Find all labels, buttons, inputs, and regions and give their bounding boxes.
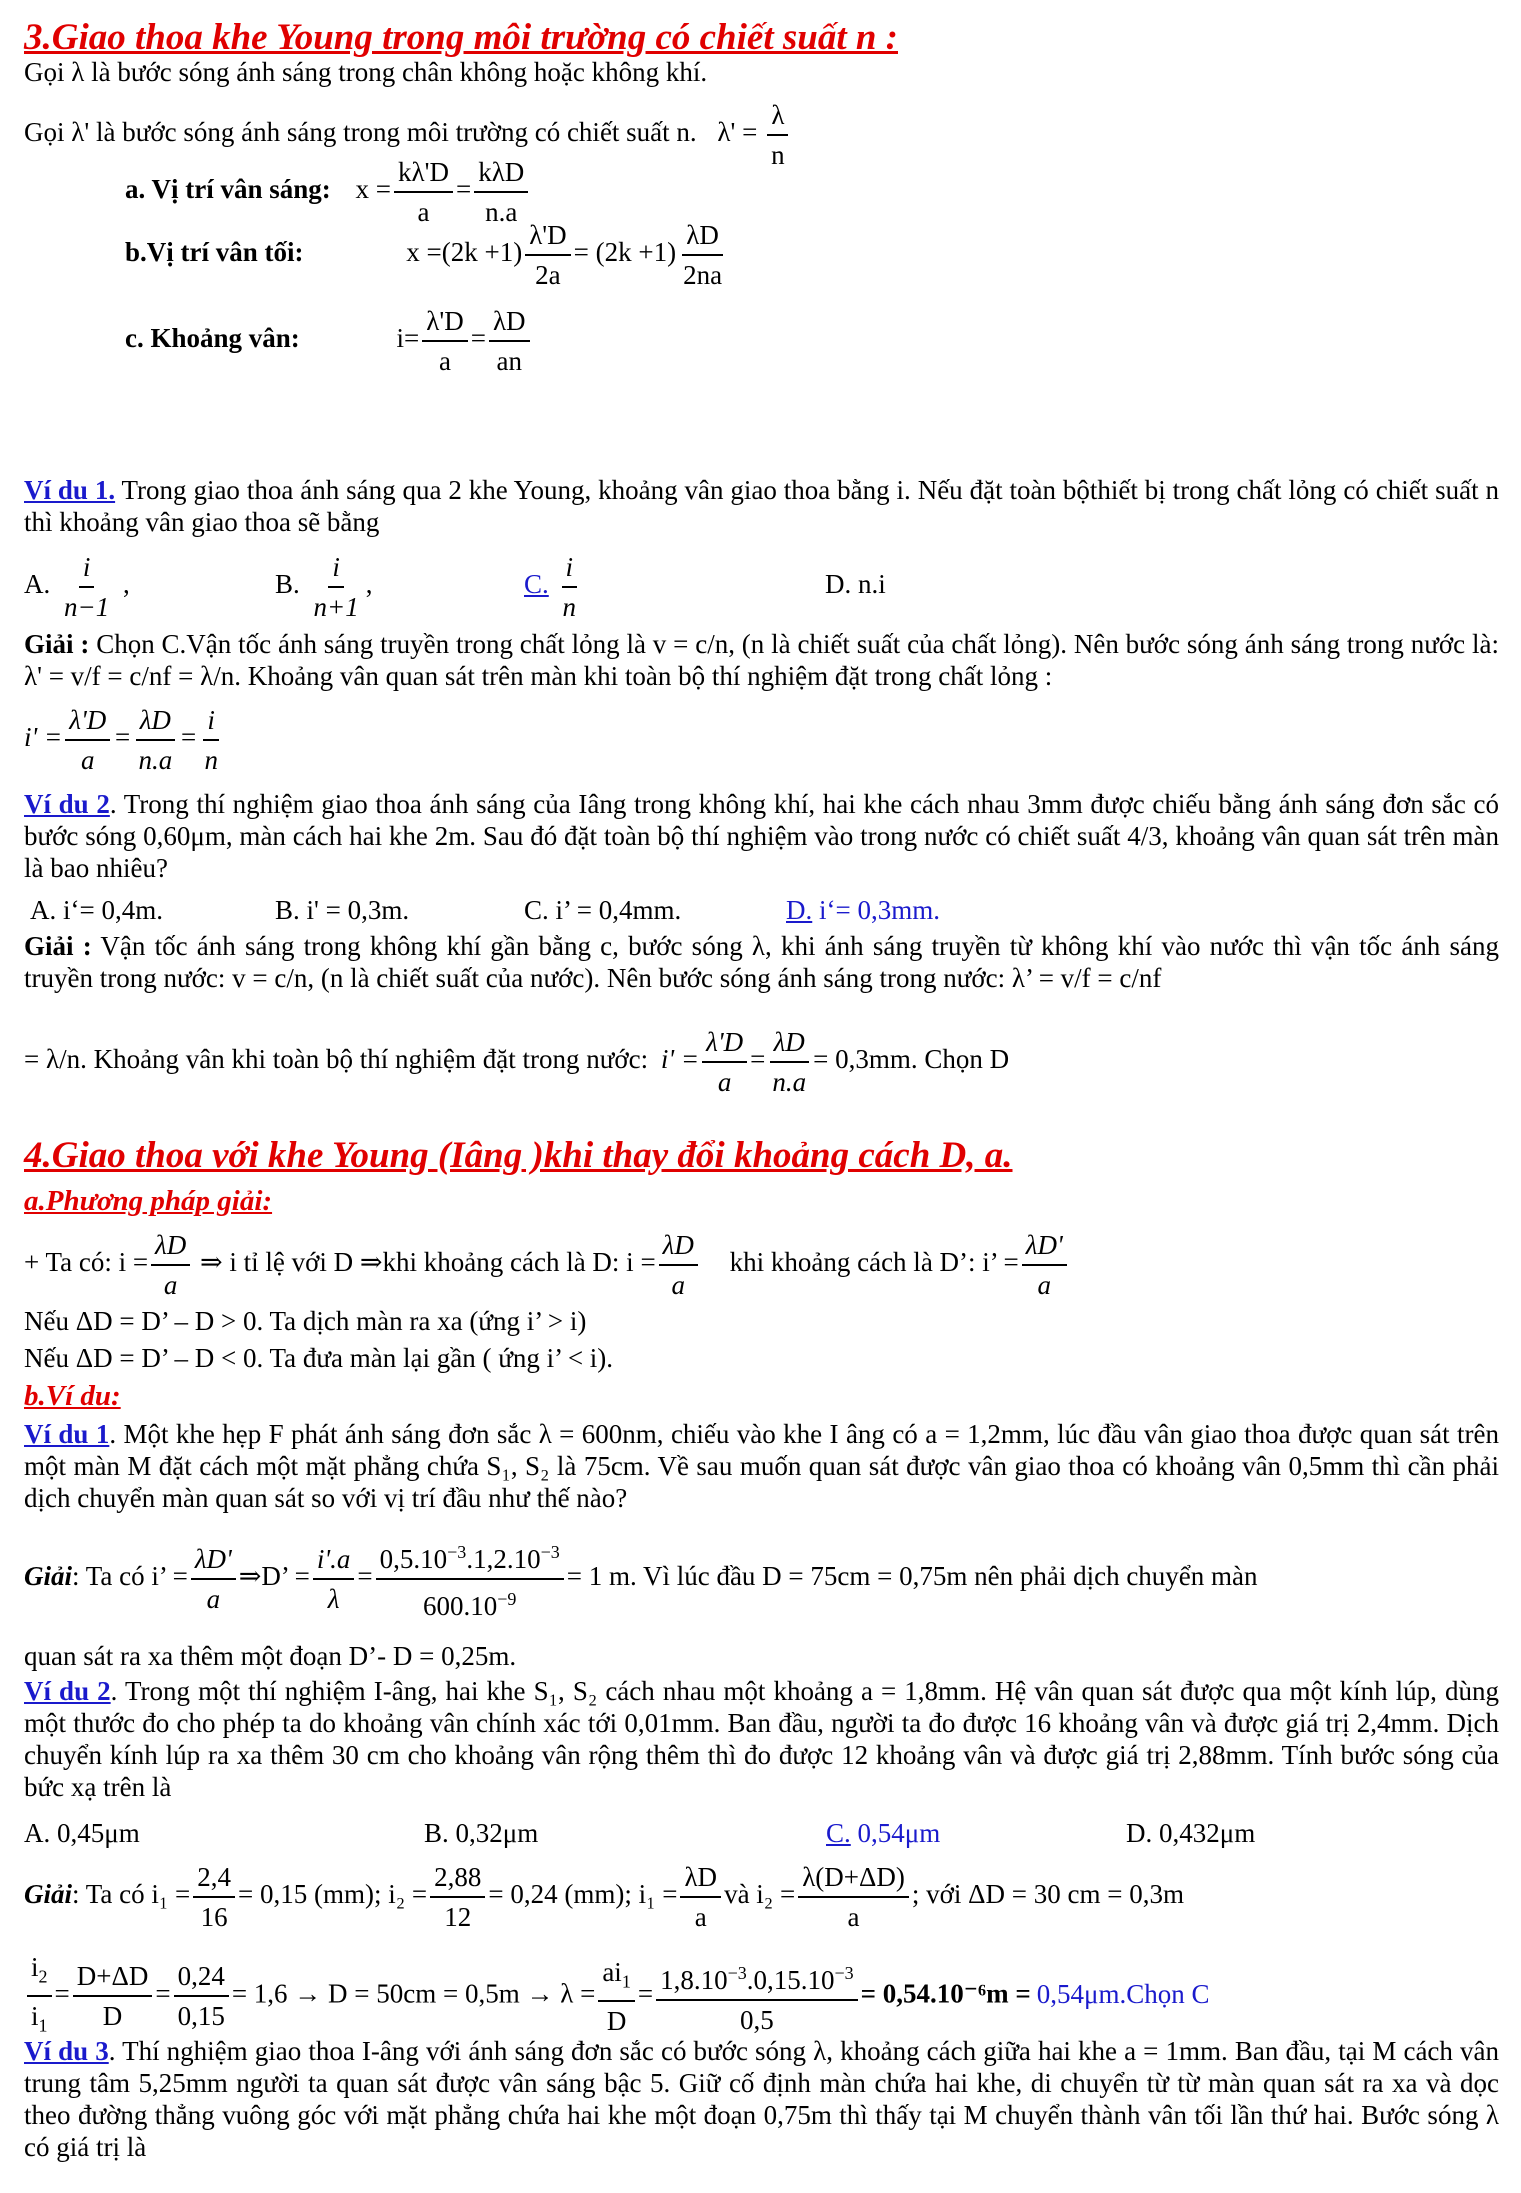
s4-example-3	[24, 2035, 1499, 2163]
method-heading: a.Phương pháp giải:	[24, 1185, 273, 1217]
s4-example-1-label: Ví du 1	[24, 1419, 110, 1449]
method-line-1: + Ta có: i = $\frac{\lambda D}{a}$ ⇒ i tỉ lệ với D ⇒khi khoảng cách là D: i = $\frac{\lambda D}{a}$ khi khoảng cách là D’: i’ = $\frac{\lambda D'}{a}$	[24, 1228, 1070, 1302]
method-line-3: Nếu ΔD = D’ – D < 0. Ta đưa màn lại gần ( ứng i’ < i).	[24, 1343, 614, 1373]
s3-solution-2	[24, 930, 1499, 994]
s4-solution-1-c: quan sát ra xa thêm một đoạn D’- D = 0,25m.	[24, 1641, 517, 1671]
s3-example-1-text: Trong giao thoa ánh sáng qua 2 khe Young, khoảng vân giao thoa bằng i. Nếu đặt toàn bộthiết bị trong chất lỏng có chiết suất n thì khoảng vân giao thoa sẽ bằng	[24, 475, 1499, 537]
s3-solution-1-label: Giải :	[24, 629, 90, 659]
s3-ex2-option-c: C. i’ = 0,4mm.	[524, 895, 682, 925]
s4-solution-2-label: Giải	[24, 1879, 73, 1910]
option-d: D. n.i	[825, 569, 886, 599]
s3-solution-2-result: = 0,3mm. Chọn D	[813, 1044, 1010, 1075]
formula-x-bright: $\frac{k\lambda'D}{a}$	[394, 155, 453, 229]
s3-ex2-option-d-text: i‘= 0,3mm.	[812, 895, 940, 925]
bright-fringe-label: a. Vị trí vân sáng:	[125, 174, 331, 205]
s4-example-2-label: Ví du 2	[24, 1676, 111, 1706]
s4-solution-2-f: = 1,6 → D = 50cm = 0,5m → λ =	[231, 1978, 596, 2009]
s4-solution-1: Giải: Ta có i’ = $\frac{\lambda D'}{a}$ ⇒D’ = $\frac{i'.a}{\lambda}$ = $\frac{0,5.10^{-3}.1,2.10^{-3}}{600.10^{-9}}$ = 1 m. Vì lúc đầu D = 75cm = 0,75m nên phải dịch chuyển màn	[24, 1535, 1258, 1623]
method-line-1c: khi khoảng cách là D’: i’ =	[729, 1247, 1019, 1278]
s4-example-3-label: Ví du 3	[24, 2036, 109, 2066]
section-4-title: 4.Giao thoa với khe Young (Iâng )khi thay đổi khoảng cách D, a.	[24, 1135, 1013, 1176]
formula-lambda-n: $\frac{\lambda}{n}$	[767, 98, 789, 172]
s4-ex2-option-a: A. 0,45μm	[24, 1818, 140, 1848]
option-a: A.	[24, 569, 51, 600]
fringe-spacing-row: c. Khoảng vân: i= $\frac{\lambda'D}{a}$ = $\frac{\lambda D}{an}$	[125, 304, 533, 378]
s4-ex2-option-d: D. 0,432μm	[1126, 1818, 1256, 1848]
s4-solution-2-a: : Ta có i₁ =	[72, 1879, 191, 1910]
s4-solution-2-g: = 0,54.10⁻⁶m =	[860, 1978, 1031, 2009]
s4-solution-2-line-1: Giải: Ta có i₁ = $\frac{2,4}{16}$ = 0,15 (mm); i₂ = $\frac{2,88}{12}$ = 0,24 (mm); i₁ = $\frac{\lambda D}{a}$ và i₂ = $\frac{\lambda(D+\Delta D)}{a}$ ; với ΔD = 30 cm = 0,3m	[24, 1862, 1184, 1932]
s4-example-2	[24, 1675, 1499, 1803]
s4-solution-2-c: = 0,24 (mm); i₁ =	[488, 1879, 678, 1910]
option-b: B. $\frac{i}{n+1}$ ,	[275, 552, 373, 622]
option-c: C. $\frac{i}{n}$	[524, 552, 577, 622]
s4-example-3-text: . Thí nghiệm giao thoa I-âng với ánh sáng đơn sắc có bước sóng λ, khoảng cách giữa hai khe a = 1mm. Ban đầu, tại M cách vân trung tâm 5,25mm người ta quan sát được vân sáng bậc 5. Giữ cố định màn chứa hai khe, di chuyển từ từ màn quan sát ra xa và dọc theo đường thẳng vuông góc với mặt phẳng chứa hai khe một đoạn 0,75m thì thấy tại M chuyển thành vân tối lần thứ hai. Bước sóng λ có giá trị là	[24, 2036, 1499, 2162]
s3-ex1-options: A. $\frac{i}{n-1}$ ,	[24, 552, 130, 622]
s4-solution-2-e: ; với ΔD = 30 cm = 0,3m	[911, 1879, 1184, 1910]
s4-ex2-option-c-text: 0,54μm	[850, 1818, 941, 1848]
bright-fringe-row: a. Vị trí vân sáng: x = $\frac{k\lambda'D}{a}$ = $\frac{\text{kλD}}{n.a}$	[125, 155, 531, 229]
s4-example-2-text: . Trong một thí nghiệm I-âng, hai khe S₁, S₂ cách nhau một khoảng a = 1,8mm. Hệ vân quan sát được qua một kính lúp, dùng một thước đo cho phép ta do khoảng vân chính xác tới 0,01mm. Ban đầu, người ta đo được 16 khoảng vân và được giá trị 2,4mm. Dịch chuyển kính lúp ra xa thêm 30 cm cho khoảng vân rộng thêm thì đo được 12 khoảng vân và được giá trị 2,88mm. Tính bước sóng của bức xạ trên là	[24, 1676, 1499, 1802]
s3-ex2-option-d	[786, 894, 940, 926]
dark-fringe-label: b.Vị trí vân tối:	[125, 237, 304, 268]
method-line-1b: ⇒ i tỉ lệ với D ⇒khi khoảng cách là D: i =	[200, 1247, 656, 1278]
s3-solution-1-text: Chọn C.Vận tốc ánh sáng truyền trong chất lỏng là v = c/n, (n là chiết suất của chất lỏng). Nên bước sóng ánh sáng trong nước là: λ' = v/f = c/nf = λ/n. Khoảng vân quan sát trên màn khi toàn bộ thí nghiệm đặt trong chất lỏng :	[24, 629, 1499, 691]
s3-line-1: Gọi λ là bước sóng ánh sáng trong chân không hoặc không khí.	[24, 57, 708, 87]
s3-solution-2-text: Vận tốc ánh sáng trong không khí gần bằng c, bước sóng λ, khi ánh sáng truyền từ không khí vào nước thì vận tốc ánh sáng truyền trong nước: v = c/n, (n là chiết suất của nước). Nên bước sóng ánh sáng trong nước: λ’ = v/f = c/nf	[24, 931, 1499, 993]
s4-solution-1-a: : Ta có i’ =	[72, 1561, 188, 1592]
s4-ex2-option-c	[826, 1817, 940, 1849]
s4-solution-2-d: và i₂ =	[724, 1879, 796, 1910]
s4-example-1-text: . Một khe hẹp F phát ánh sáng đơn sắc λ = 600nm, chiếu vào khe I âng có a = 1,2mm, lúc đầu vân giao thoa được quan sát trên một màn M đặt cách một mặt phẳng chứa S₁, S₂ là 75cm. Về sau muốn quan sát được vân giao thoa có khoảng vân 0,5mm thì cần phải dịch chuyển màn quan sát so với vị trí đầu như thế nào?	[24, 1419, 1499, 1513]
s4-ex2-option-c-letter: C.	[826, 1818, 851, 1848]
s3-solution-2-label: Giải :	[24, 931, 92, 961]
s3-ex2-option-d-letter: D.	[786, 895, 813, 925]
lambda-prime-label: λ' =	[717, 117, 758, 148]
s4-solution-2-b: = 0,15 (mm); i₂ =	[238, 1879, 428, 1910]
s3-solution-1	[24, 628, 1499, 692]
s4-example-1	[24, 1418, 1499, 1514]
s3-solution-1-formula: i' = $\frac{\lambda'D}{a}$ = $\frac{\lambda D}{n.a}$ = $\frac{i}{n}$	[24, 705, 218, 775]
s3-ex2-option-a: A. i‘= 0,4m.	[30, 895, 163, 925]
s3-solution-2-end: = λ/n. Khoảng vân khi toàn bộ thí nghiệm đặt trong nước: i' = $\frac{\lambda'D}{a}$ = $\frac{\lambda D}{n.a}$ = 0,3mm. Chọn D	[24, 1027, 1010, 1097]
s4-solution-1-label: Giải	[24, 1561, 73, 1592]
s3-ex2-option-b: B. i' = 0,3m.	[275, 895, 410, 925]
s4-solution-2-line-2: $\frac{i_2}{i_1}$ = $\frac{D+\Delta D}{D}$ = $\frac{0,24}{0,15}$ = 1,6 → D = 50cm = 0,5m → λ = $\frac{ai_1}{D}$ = $\frac{1,8.10^{-3}.0,15.10^{-3}}{0,5}$ = 0,54.10⁻⁶m = 0,54μm.Chọn C	[24, 1950, 1209, 2043]
fringe-spacing-label: c. Khoảng vân:	[125, 323, 300, 354]
s3-example-2	[24, 788, 1499, 884]
s3-example-2-text: . Trong thí nghiệm giao thoa ánh sáng của Iâng trong không khí, hai khe cách nhau 3mm được chiếu bằng ánh sáng đơn sắc có bước sóng 0,60μm, màn cách hai khe 2m. Sau đó đặt toàn bộ thí nghiệm vào trong nước có chiết suất 4/3, khoảng vân quan sát trên màn là bao nhiêu?	[24, 789, 1499, 883]
option-b-letter: B.	[275, 569, 300, 600]
formula-i: $\frac{\lambda'D}{a}$	[422, 304, 467, 378]
s3-example-2-label: Ví du 2	[24, 789, 110, 819]
option-c-letter: C.	[524, 569, 549, 600]
s4-ex2-option-b: B. 0,32μm	[424, 1818, 539, 1848]
method-line-2: Nếu ΔD = D’ – D > 0. Ta dịch màn ra xa (ứng i’ > i)	[24, 1306, 587, 1336]
s3-example-1-label: Ví du 1.	[24, 475, 116, 505]
s3-example-1	[24, 474, 1499, 538]
dark-fringe-row: b.Vị trí vân tối: x =(2k +1) $\frac{\lambda'D}{2a}$ = (2k +1) $\frac{\lambda D}{2na}$	[125, 220, 723, 290]
method-line-1a: + Ta có: i =	[24, 1247, 149, 1278]
section-3-title: 3.Giao thoa khe Young trong môi trường có chiết suất n :	[24, 17, 898, 58]
example-heading: b.Ví du:	[24, 1380, 121, 1412]
formula-x-dark: $\frac{\lambda'D}{2a}$	[525, 218, 570, 292]
s4-solution-1-b: = 1 m. Vì lúc đầu D = 75cm = 0,75m nên phải dịch chuyển màn	[566, 1561, 1258, 1592]
s3-solution-2-end-text: = λ/n. Khoảng vân khi toàn bộ thí nghiệm đặt trong nước:	[24, 1044, 649, 1075]
s4-solution-2-answer: 0,54μm.Chọn C	[1036, 1978, 1210, 2009]
s3-line-2-text: Gọi λ' là bước sóng ánh sáng trong môi trường có chiết suất n.	[24, 117, 697, 148]
